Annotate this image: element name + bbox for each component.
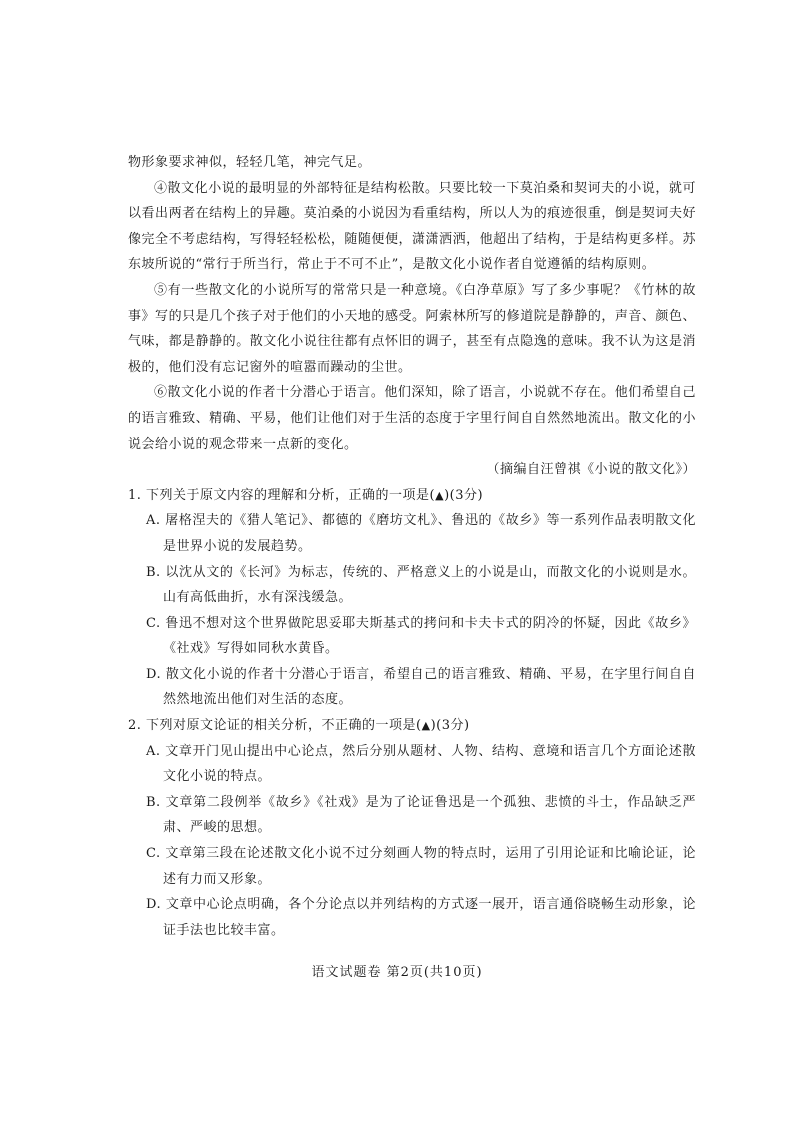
option-a: A. 文章开门见山提出中心论点，然后分别从题材、人物、结构、意境和语言几个方面论述散文化小说的特点。 (146, 743, 696, 785)
option-d: D. 散文化小说的作者十分潜心于语言，希望自己的语言雅致、精确、平易，在字里行间自自然然地流出他们对生活的态度。 (146, 666, 696, 708)
option-d: D. 文章中心论点明确，各个分论点以并列结构的方式逐一展开，语言通俗晓畅生动形象，论证手法也比较丰富。 (146, 897, 696, 938)
question-score: )(3分) (430, 718, 470, 734)
passage-paragraph-6: ⑥散文化小说的作者十分潜心于语言。他们深知，除了语言，小说就不存在。他们希望自己的语言雅致、精确、平易，他们让他们对于生活的态度于字里行间自自然然地流出。散文化的小说会给小说的观念带来一点新的变化。 (128, 385, 696, 452)
passage-paragraph-continuation: 物形象要求神似，轻轻几笔，神完气足。 (128, 155, 372, 170)
option-b: B. 以沈从文的《长河》为标志，传统的、严格意义上的小说是山，而散文化的小说则是水。山有高低曲折，水有深浅缓急。 (146, 564, 696, 606)
option-c: C. 鲁迅不想对这个世界做陀思妥耶夫斯基式的拷问和卡夫卡式的阴冷的怀疑，因此《故乡》《社戏》写得如同秋水黄昏。 (146, 615, 696, 657)
question-stem (128, 483, 696, 509)
answer-blank-triangle: ▲ (435, 488, 445, 502)
page-footer: 语文试题卷 第2页(共10页) (311, 965, 483, 980)
option-c: C. 文章第三段在论述散文化小说不过分刻画人物的特点时，运用了引用论证和比喻论证，论述有力而又形象。 (146, 846, 696, 887)
question-2 (128, 713, 696, 943)
answer-blank-triangle: ▲ (421, 719, 431, 733)
question-1 (128, 483, 696, 713)
option-a: A. 屠格涅夫的《猎人笔记》、都德的《磨坊文札》、鲁迅的《故乡》等一系列作品表明散文化是世界小说的发展趋势。 (146, 513, 696, 554)
passage-paragraph-5: ⑤有一些散文化的小说所写的常常只是一种意境。《白净草原》写了多少事呢？《竹林的故事》写的只是几个孩子对于他们的小天地的感受。阿索林所写的修道院是静静的，声音、颜色、气味，都是静静的。散文化小说往往都有点怀旧的调子，甚至有点隐逸的意味。我不认为这是消极的，他们没有忘记窗外的喧嚣而躁动的尘世。 (128, 282, 696, 375)
passage-source: （摘编自汪曾祺《小说的散文化》） (486, 462, 696, 478)
page-content (128, 150, 696, 943)
question-stem-text: 1. 下列关于原文内容的理解和分析，正确的一项是( (128, 487, 436, 503)
question-score: )(3分) (444, 487, 484, 503)
question-stem-text: 2. 下列对原文论证的相关分析，不正确的一项是( (128, 718, 422, 734)
question-stem (128, 713, 696, 739)
option-b: B. 文章第二段例举《故乡》《社戏》是为了论证鲁迅是一个孤独、悲愤的斗士，作品缺乏严肃、严峻的思想。 (146, 794, 696, 836)
passage-paragraph-4: ④散文化小说的最明显的外部特征是结构松散。只要比较一下莫泊桑和契诃夫的小说，就可以看出两者在结构上的异趣。莫泊桑的小说因为看重结构，所以人为的痕迹很重，倒是契诃夫好像完全不考虑结构，写得轻轻松松，随随便便，潇潇洒洒，他超出了结构，于是结构更多样。苏东坡所说的“常行于所当行，常止于不可不止”，是散文化小说作者自觉遵循的结构原则。 (128, 180, 696, 273)
